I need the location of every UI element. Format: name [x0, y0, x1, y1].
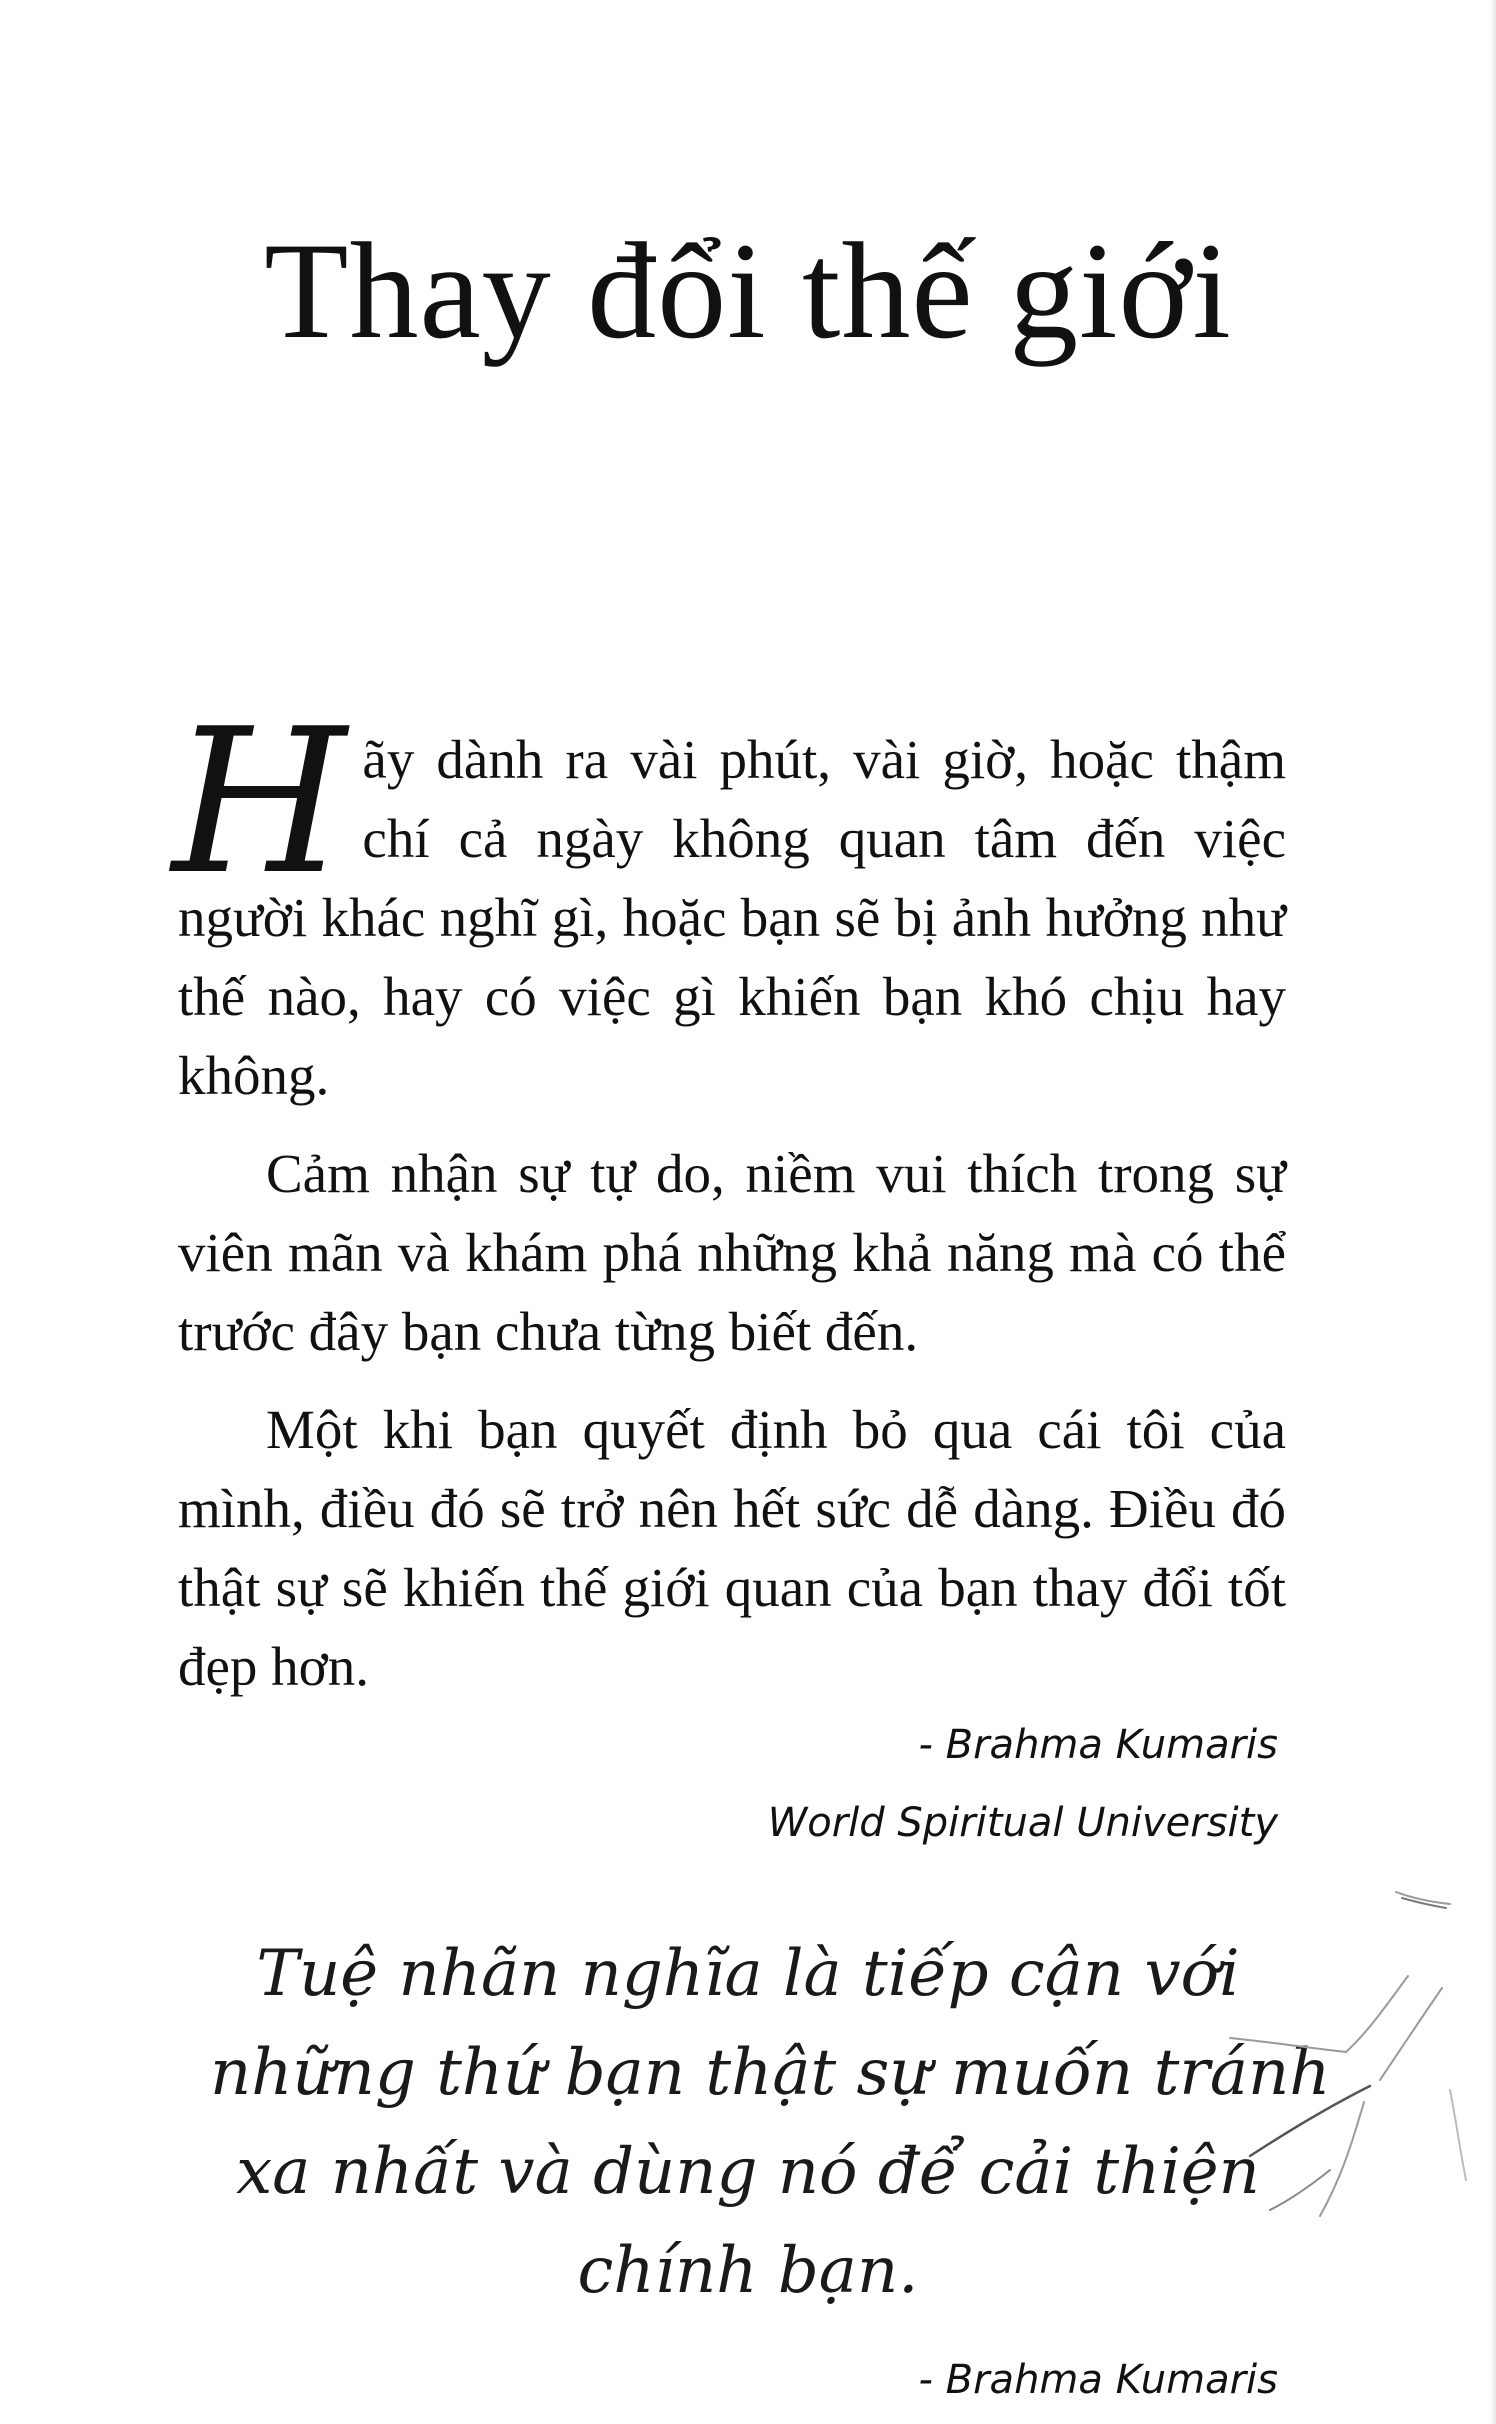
- quote-line: chính bạn.: [577, 2234, 919, 2308]
- drop-cap: H: [172, 686, 347, 919]
- paragraph-1-text: ãy dành ra vài phút, vài giờ, hoặc thậm chí cả ngày không quan tâm đến việc người khác nghĩ gì, hoặc bạn sẽ bị ảnh hưởng như thế nào, hay có việc gì khiến bạn khó chịu hay không.: [178, 729, 1286, 1106]
- paragraph-3: Một khi bạn quyết định bỏ qua cái tôi của mình, điều đó sẽ trở nên hết sức dễ dàng. Điều đó thật sự sẽ khiến thế giới quan của bạn thay đổi tốt đẹp hơn.: [178, 1399, 1286, 1697]
- body-text: [172, 686, 1286, 1725]
- quote-line: những thứ bạn thật sự muốn tránh: [210, 2036, 1331, 2110]
- attribution-name: - Brahma Kumaris: [918, 1722, 1278, 1768]
- pull-quote: [210, 1925, 1331, 2321]
- attribution-name: - Brahma Kumaris: [918, 2357, 1278, 2403]
- decorative-sketch: [1150, 1880, 1490, 2240]
- page-title: Thay đổi thế giới: [264, 214, 1232, 367]
- quote-line: xa nhất và dùng nó để cải thiện: [236, 2135, 1260, 2209]
- attribution-block: [768, 1706, 1278, 1862]
- attribution-block-quote: [919, 2341, 1278, 2419]
- paragraph-2: Cảm nhận sự tự do, niềm vui thích trong sự viên mãn và khám phá những khả năng mà có thể trước đây bạn chưa từng biết đến.: [178, 1143, 1286, 1362]
- attribution-organization: World Spiritual University: [767, 1800, 1278, 1846]
- paragraph-1: [172, 686, 1286, 1115]
- quote-line: Tuệ nhãn nghĩa là tiếp cận với: [256, 1937, 1240, 2011]
